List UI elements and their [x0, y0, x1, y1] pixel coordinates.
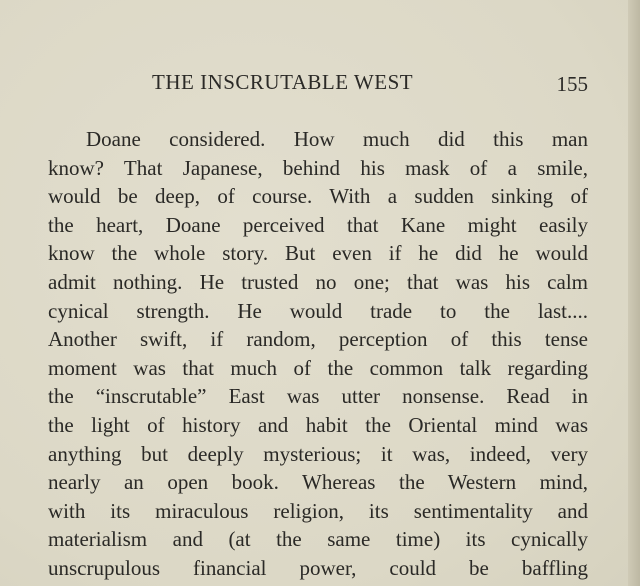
text-line: know? That Japanese, behind his mask of a smile,	[48, 155, 588, 180]
text-line: would be deep, of course. With a sudden sinking of	[48, 184, 588, 209]
page-header	[48, 70, 588, 106]
text-line: know the whole story. But even if he did he would	[48, 241, 588, 266]
text-line: moment was that much of the common talk regarding	[48, 355, 588, 380]
text-line: cynical strength. He would trade to the last....	[48, 298, 588, 323]
text-line: admit nothing. He trusted no one; that was his calm	[48, 269, 588, 294]
text-line: materialism and (at the same time) its cynically	[48, 527, 588, 552]
text-line: Doane considered. How much did this man	[86, 127, 588, 151]
body-text	[48, 125, 588, 583]
page-edge	[628, 0, 640, 586]
text-line: unscrupulous financial power, could be baffling	[48, 555, 588, 580]
text-line: the light of history and habit the Oriental mind was	[48, 412, 588, 437]
text-line: Another swift, if random, perception of this tense	[48, 327, 588, 352]
text-line: the “inscrutable” East was utter nonsense. Read in	[48, 384, 588, 409]
text-line: with its miraculous religion, its sentimentality and	[48, 498, 588, 523]
page-number: 155	[556, 72, 588, 96]
text-line: nearly an open book. Whereas the Western mind,	[48, 470, 588, 495]
running-head: THE INSCRUTABLE WEST	[152, 70, 414, 94]
text-line: the heart, Doane perceived that Kane might easily	[48, 212, 588, 237]
text-line: anything but deeply mysterious; it was, indeed, very	[48, 441, 588, 466]
